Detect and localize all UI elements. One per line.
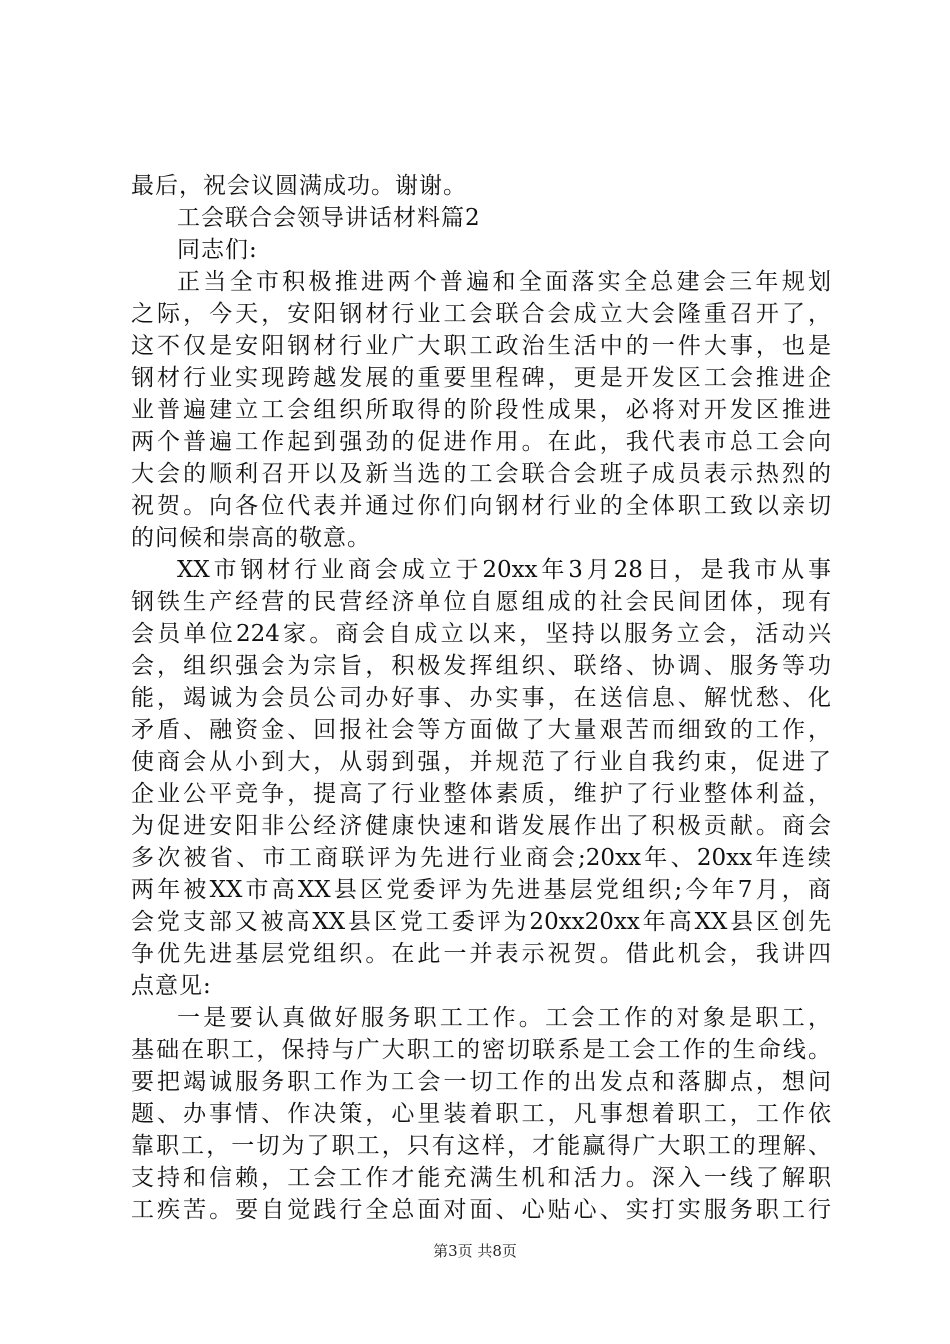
text-line: 一是要认真做好服务职工工作。工会工作的对象是职工，	[177, 1005, 831, 1031]
text-line: 的问候和崇高的敬意。	[131, 525, 371, 551]
text-line: 祝贺。向各位代表并通过你们向钢材行业的全体职工致以亲切	[131, 493, 831, 519]
text-line: 点意见:	[131, 973, 212, 999]
page-number-footer: 第3页 共8页	[433, 1242, 517, 1260]
text-line: 要把竭诚服务职工作为工会一切工作的出发点和落脚点，想问	[131, 1069, 831, 1095]
text-line: 能，竭诚为会员公司办好事、办实事，在送信息、解忧愁、化	[131, 685, 831, 711]
text-line: 两个普遍工作起到强劲的促进作用。在此，我代表市总工会向	[131, 429, 831, 455]
section-heading: 工会联合会领导讲话材料篇2	[177, 205, 481, 231]
text-line: XX市钢材行业商会成立于20xx年3月28日，是我市从事	[177, 557, 831, 583]
text-line: 会员单位224家。商会自成立以来，坚持以服务立会，活动兴	[131, 621, 831, 647]
text-line: 使商会从小到大，从弱到强，并规范了行业自我约束，促进了	[131, 749, 831, 775]
text-line: 矛盾、融资金、回报社会等方面做了大量艰苦而细致的工作，	[131, 717, 831, 743]
text-line: 题、办事情、作决策，心里装着职工，凡事想着职工，工作依	[131, 1101, 831, 1127]
salutation: 同志们:	[177, 237, 258, 263]
text-line: 这不仅是安阳钢材行业广大职工政治生活中的一件大事，也是	[131, 333, 831, 359]
text-line: 靠职工，一切为了职工，只有这样，才能赢得广大职工的理解、	[131, 1133, 831, 1159]
text-line: 大会的顺利召开以及新当选的工会联合会班子成员表示热烈的	[131, 461, 831, 487]
text-line: 争优先进基层党组织。在此一并表示祝贺。借此机会，我讲四	[131, 941, 831, 967]
text-line: 支持和信赖，工会工作才能充满生机和活力。深入一线了解职	[131, 1165, 831, 1191]
text-line: 钢材行业实现跨越发展的重要里程碑，更是开发区工会推进企	[131, 365, 831, 391]
text-line: 基础在职工，保持与广大职工的密切联系是工会工作的生命线。	[131, 1037, 831, 1063]
text-line: 之际，今天，安阳钢材行业工会联合会成立大会隆重召开了，	[131, 301, 831, 327]
text-line: 两年被XX市高XX县区党委评为先进基层党组织;今年7月，商	[131, 877, 831, 903]
text-line: 业普遍建立工会组织所取得的阶段性成果，必将对开发区推进	[131, 397, 831, 423]
text-line: 正当全市积极推进两个普遍和全面落实全总建会三年规划	[177, 269, 831, 295]
text-line: 会，组织强会为宗旨，积极发挥组织、联络、协调、服务等功	[131, 653, 831, 679]
text-line: 企业公平竞争，提高了行业整体素质，维护了行业整体利益，	[131, 781, 831, 807]
text-line: 会党支部又被高XX县区党工委评为20xx20xx年高XX县区创先	[131, 909, 831, 935]
text-line: 工疾苦。要自觉践行全总面对面、心贴心、实打实服务职工行	[131, 1197, 831, 1223]
text-line: 多次被省、市工商联评为先进行业商会;20xx年、20xx年连续	[131, 845, 831, 871]
text-line: 钢铁生产经营的民营经济单位自愿组成的社会民间团体，现有	[131, 589, 831, 615]
text-line: 最后，祝会议圆满成功。谢谢。	[131, 173, 467, 199]
text-line: 为促进安阳非公经济健康快速和谐发展作出了积极贡献。商会	[131, 813, 831, 839]
document-body	[131, 170, 831, 1226]
